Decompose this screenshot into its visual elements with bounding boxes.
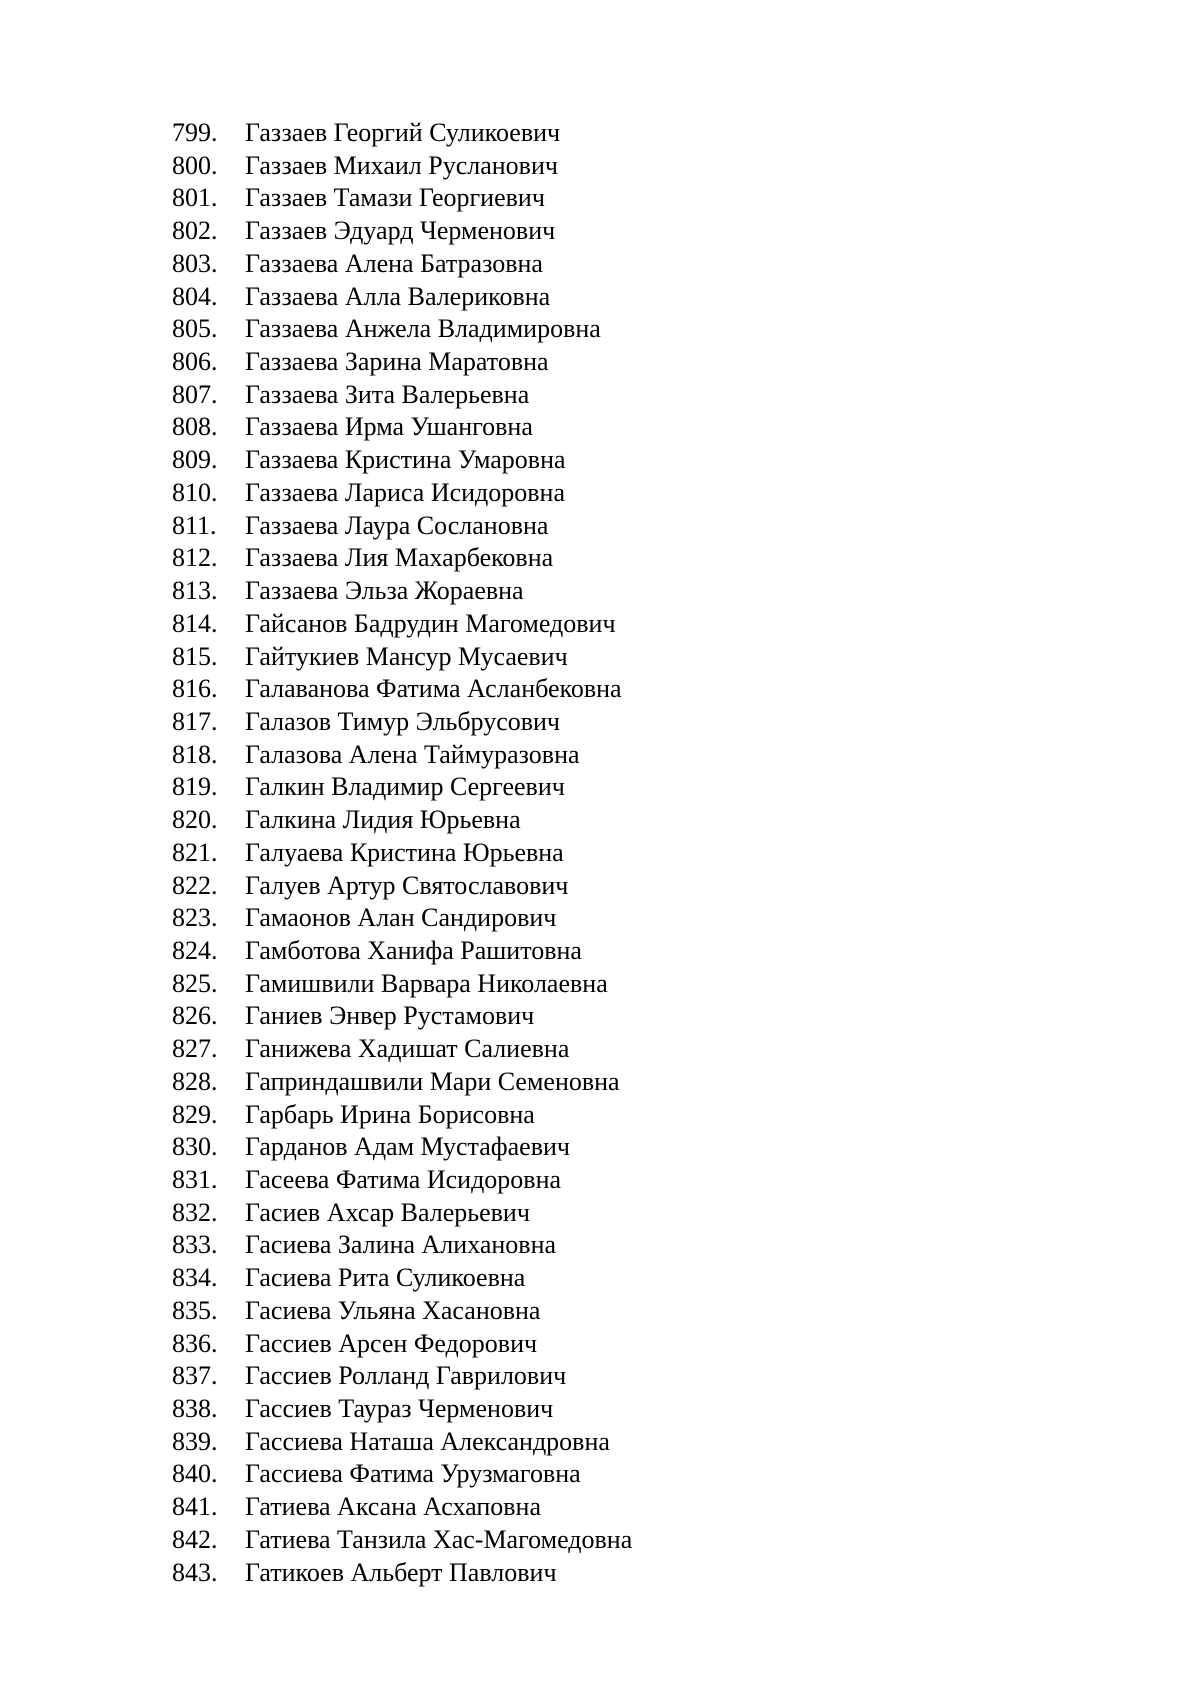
list-item <box>172 575 632 608</box>
list-item <box>172 182 632 215</box>
entry-name: Газзаева Эльза Жораевна <box>245 576 524 606</box>
list-item <box>172 673 632 706</box>
list-item <box>172 1229 632 1262</box>
entry-name: Гасеева Фатима Исидоровна <box>245 1165 562 1194</box>
entry-name: Гассиева Наташа Александровна <box>245 1426 610 1456</box>
list-item <box>172 1033 632 1066</box>
entry-name: Газзаев Георгий Суликоевич <box>245 118 561 147</box>
entry-name: Гассиева Фатима Урузмаговна <box>245 1459 581 1489</box>
entry-name: Газзаев Эдуард Черменович <box>245 216 556 246</box>
entry-name: Галазова Алена Таймуразовна <box>245 739 580 769</box>
entry-number: 820. <box>172 805 218 835</box>
entry-name: Гайсанов Бадрудин Магомедович <box>245 608 616 638</box>
list-item <box>172 477 632 510</box>
entry-number: 809. <box>172 445 218 475</box>
list-item <box>172 346 632 379</box>
list-item <box>172 935 632 968</box>
entry-name: Гарбарь Ирина Борисовна <box>245 1099 535 1129</box>
list-item <box>172 313 632 346</box>
entry-name: Галуев Артур Святославович <box>245 870 569 900</box>
list-item <box>172 608 632 641</box>
entry-number: 806. <box>172 347 218 377</box>
entry-number: 833. <box>172 1230 218 1260</box>
list-item <box>172 870 632 903</box>
list-item <box>172 1262 632 1295</box>
list-item <box>172 444 632 477</box>
entry-number: 814. <box>172 608 218 638</box>
list-item <box>172 1426 632 1459</box>
entry-name: Газзаева Алла Валериковна <box>245 281 551 311</box>
list-item <box>172 1066 632 1099</box>
entry-number: 840. <box>172 1459 218 1489</box>
entry-name: Газзаева Кристина Умаровна <box>245 445 566 475</box>
entry-name: Газзаева Алена Батразовна <box>245 248 543 278</box>
list-item <box>172 150 632 183</box>
entry-number: 824. <box>172 935 218 965</box>
entry-number: 823. <box>172 903 218 933</box>
list-item <box>172 968 632 1001</box>
list-item <box>172 1328 632 1361</box>
entry-number: 822. <box>172 870 218 900</box>
list-item <box>172 1557 632 1590</box>
entry-name: Газзаев Михаил Русланович <box>245 150 558 180</box>
entry-name: Гамботова Ханифа Рашитовна <box>245 935 582 965</box>
entry-number: 841. <box>172 1492 218 1522</box>
entry-name: Газзаева Ирма Ушанговна <box>245 412 533 442</box>
entry-name: Гамаонов Алан Сандирович <box>245 903 557 933</box>
entry-number: 807. <box>172 379 218 409</box>
entry-name: Газзаева Зарина Маратовна <box>245 347 549 377</box>
list-item <box>172 706 632 739</box>
list-item <box>172 1197 632 1230</box>
entry-number: 804. <box>172 281 218 311</box>
entry-number: 839. <box>172 1426 218 1456</box>
entry-number: 805. <box>172 314 218 344</box>
entry-number: 803. <box>172 248 218 278</box>
list-item <box>172 1360 632 1393</box>
list-item <box>172 510 632 543</box>
entry-number: 799. <box>172 118 218 147</box>
entry-number: 842. <box>172 1524 218 1554</box>
entry-number: 818. <box>172 739 218 769</box>
list-item <box>172 411 632 444</box>
list-item <box>172 804 632 837</box>
entry-number: 816. <box>172 674 218 704</box>
list-item <box>172 215 632 248</box>
entry-number: 829. <box>172 1099 218 1129</box>
entry-name: Гатиева Аксана Асхаповна <box>245 1492 541 1522</box>
entry-number: 813. <box>172 576 218 606</box>
entry-name: Гарданов Адам Мустафаевич <box>245 1132 570 1162</box>
list-item <box>172 1164 632 1197</box>
entry-number: 802. <box>172 216 218 246</box>
list-item <box>172 379 632 412</box>
entry-name: Гасиева Ульяна Хасановна <box>245 1295 541 1325</box>
entry-name: Гаприндашвили Мари Семеновна <box>245 1066 620 1096</box>
entry-number: 836. <box>172 1328 218 1358</box>
entry-number: 835. <box>172 1295 218 1325</box>
list-item <box>172 542 632 575</box>
list-item <box>172 1131 632 1164</box>
entry-number: 831. <box>172 1165 218 1194</box>
entry-number: 808. <box>172 412 218 442</box>
entry-number: 801. <box>172 183 218 213</box>
entry-number: 834. <box>172 1263 218 1293</box>
entry-name: Газзаева Лариса Исидоровна <box>245 477 566 507</box>
entry-name: Гасиев Ахсар Валерьевич <box>245 1197 530 1227</box>
entry-number: 821. <box>172 837 218 867</box>
entry-name: Галуаева Кристина Юрьевна <box>245 837 564 867</box>
entry-number: 838. <box>172 1394 218 1424</box>
entry-number: 828. <box>172 1066 218 1096</box>
list-item <box>172 248 632 281</box>
entry-number: 817. <box>172 706 218 736</box>
entry-name: Гайтукиев Мансур Мусаевич <box>245 641 568 671</box>
entry-name: Ганиев Энвер Рустамович <box>245 1001 535 1031</box>
entry-number: 843. <box>172 1557 218 1587</box>
entry-number: 830. <box>172 1132 218 1162</box>
entry-name: Гассиев Ролланд Гаврилович <box>245 1361 567 1391</box>
list-item <box>172 281 632 314</box>
entry-name: Гамишвили Варвара Николаевна <box>245 968 608 998</box>
list-item <box>172 1393 632 1426</box>
entry-number: 812. <box>172 543 218 573</box>
list-item <box>172 1099 632 1132</box>
entry-name: Гасиева Залина Алихановна <box>245 1230 557 1260</box>
entry-name: Газзаева Анжела Владимировна <box>245 314 601 344</box>
entry-number: 815. <box>172 641 218 671</box>
name-list <box>172 117 632 1589</box>
list-item <box>172 739 632 772</box>
entry-number: 827. <box>172 1034 218 1064</box>
list-item <box>172 1491 632 1524</box>
list-item <box>172 1000 632 1033</box>
list-item <box>172 641 632 674</box>
list-item <box>172 837 632 870</box>
entry-name: Газзаева Лаура Сослановна <box>245 510 549 540</box>
entry-number: 800. <box>172 150 218 180</box>
entry-name: Гатикоев Альберт Павлович <box>245 1557 557 1587</box>
entry-number: 832. <box>172 1197 218 1227</box>
entry-name: Газзаев Тамази Георгиевич <box>245 183 545 213</box>
list-item <box>172 902 632 935</box>
entry-name: Ганижева Хадишат Салиевна <box>245 1034 570 1064</box>
list-item <box>172 117 632 150</box>
list-item <box>172 1295 632 1328</box>
entry-name: Галкин Владимир Сергеевич <box>245 772 565 802</box>
list-item <box>172 1458 632 1491</box>
entry-number: 837. <box>172 1361 218 1391</box>
list-item <box>172 1524 632 1557</box>
entry-name: Гасиева Рита Суликоевна <box>245 1263 526 1293</box>
entry-number: 811. <box>172 510 217 540</box>
entry-name: Галазов Тимур Эльбрусович <box>245 706 561 736</box>
entry-number: 810. <box>172 477 218 507</box>
entry-name: Гатиева Танзила Хас-Магомедовна <box>245 1524 633 1554</box>
list-item <box>172 771 632 804</box>
entry-number: 825. <box>172 968 218 998</box>
entry-name: Гассиев Таураз Черменович <box>245 1394 554 1424</box>
entry-name: Галкина Лидия Юрьевна <box>245 805 521 835</box>
entry-name: Гассиев Арсен Федорович <box>245 1328 538 1358</box>
entry-name: Галаванова Фатима Асланбековна <box>245 674 622 704</box>
entry-name: Газзаева Лия Махарбековна <box>245 543 554 573</box>
entry-name: Газзаева Зита Валерьевна <box>245 379 530 409</box>
entry-number: 826. <box>172 1001 218 1031</box>
entry-number: 819. <box>172 772 218 802</box>
